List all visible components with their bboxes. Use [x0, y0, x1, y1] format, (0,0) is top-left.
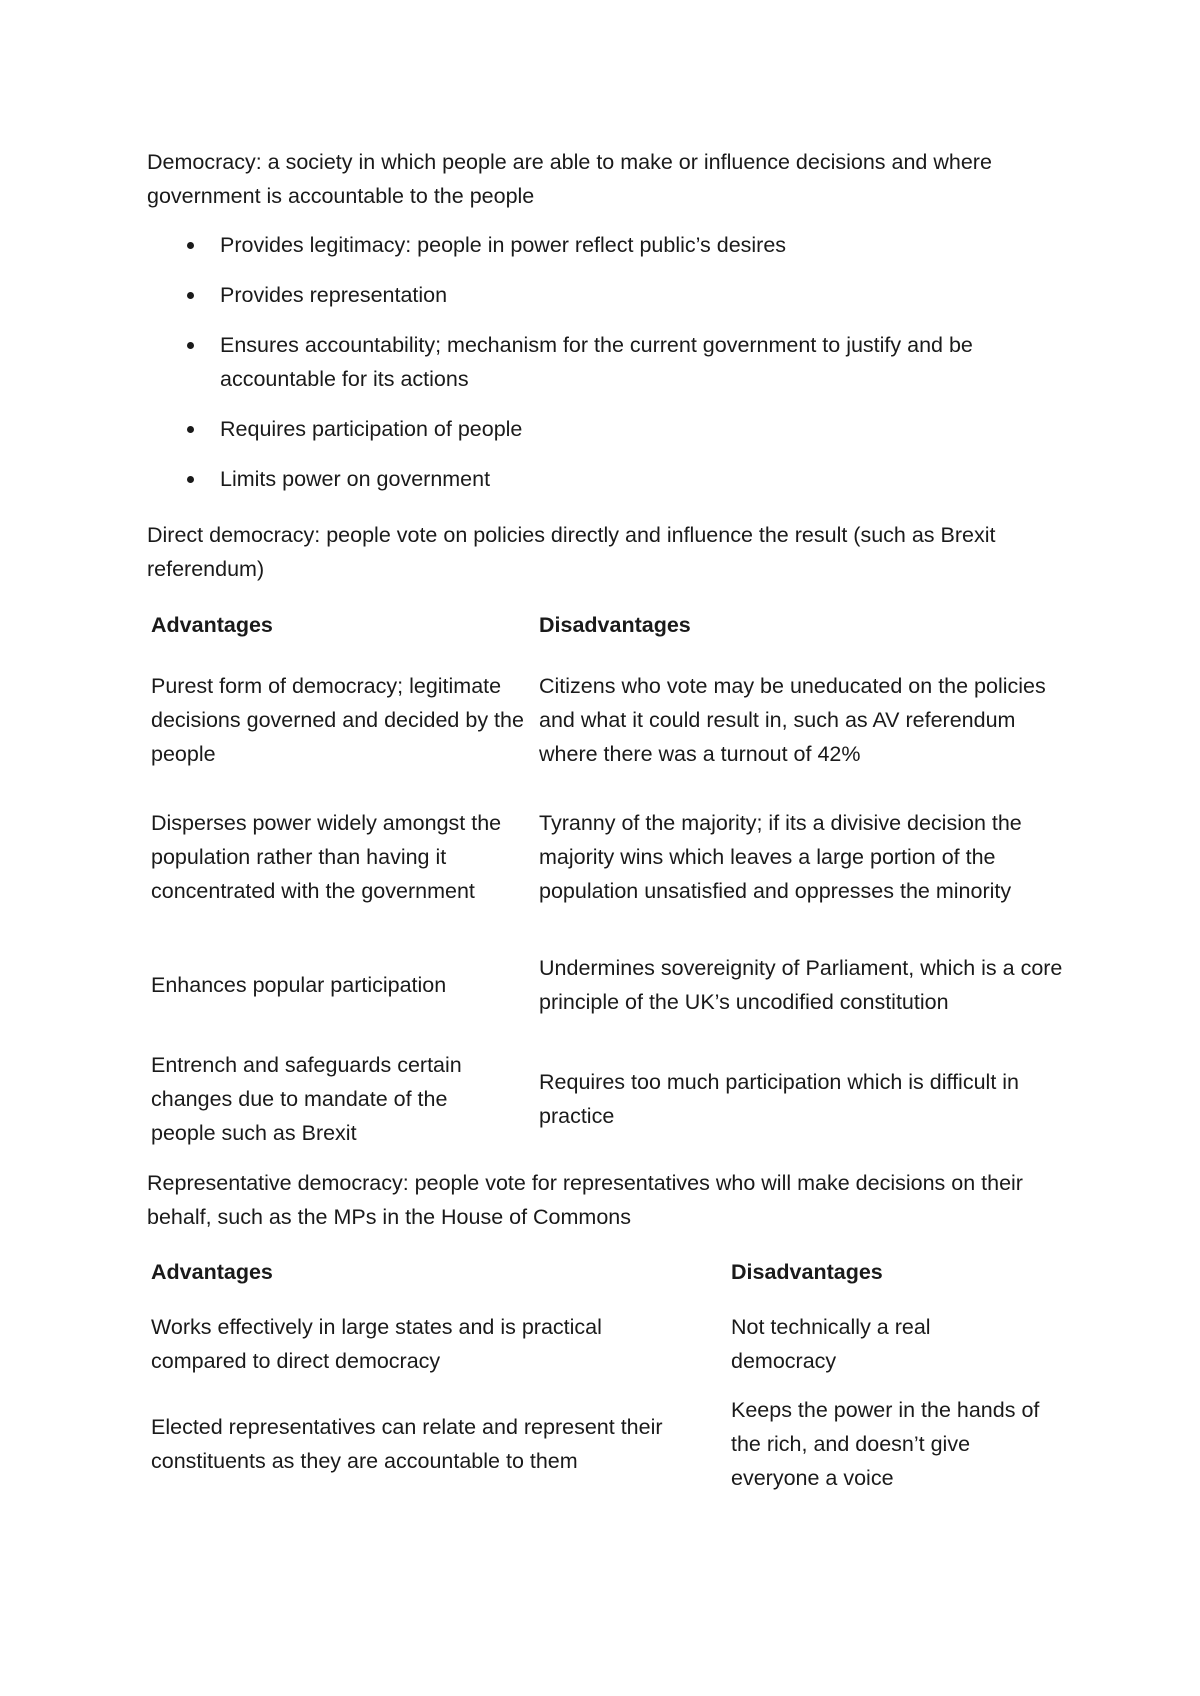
- table-row: [151, 949, 1069, 1021]
- democracy-features-list: [147, 228, 1067, 512]
- advantages-header: Advantages: [151, 613, 273, 637]
- disadvantage-cell: Citizens who vote may be uneducated on the policies and what it could result in, such as AV referendum where there was a turnout of 42%: [539, 674, 1046, 766]
- list-item: Provides representation: [147, 278, 1067, 312]
- advantage-cell: Elected representatives can relate and represent their constituents as they are accountable to them: [151, 1415, 663, 1473]
- advantage-cell: Disperses power widely amongst the population rather than having it concentrated with the government: [151, 811, 502, 903]
- advantage-cell: Purest form of democracy; legitimate decisions governed and decided by the people: [151, 674, 524, 766]
- bullet-icon: [187, 342, 194, 349]
- bullet-icon: [187, 292, 194, 299]
- bullet-icon: [187, 476, 194, 483]
- bullet-icon: [187, 426, 194, 433]
- list-item: Provides legitimacy: people in power reflect public’s desires: [147, 228, 1067, 262]
- disadvantages-header: Disadvantages: [731, 1260, 883, 1284]
- democracy-definition: Democracy: a society in which people are able to make or influence decisions and where government is accountable to the people: [147, 150, 992, 208]
- table-row: [151, 1047, 1069, 1151]
- disadvantage-cell: Keeps the power in the hands of the rich, and doesn’t give everyone a voice: [731, 1398, 1040, 1490]
- bullet-icon: [187, 242, 194, 249]
- representative-democracy-table: [151, 1254, 1061, 1496]
- table-row: [151, 1308, 1061, 1380]
- disadvantages-header: Disadvantages: [539, 613, 691, 637]
- list-item: Requires participation of people: [147, 412, 1067, 446]
- list-item: Ensures accountability; mechanism for the current government to justify and be accountable for its actions: [147, 328, 1067, 396]
- disadvantage-cell: Tyranny of the majority; if its a divisive decision the majority wins which leaves a large portion of the population unsatisfied and oppresses the minority: [539, 811, 1022, 903]
- advantage-cell: Works effectively in large states and is practical compared to direct democracy: [151, 1315, 602, 1373]
- table-row: [151, 789, 1069, 925]
- advantage-cell: Enhances popular participation: [151, 973, 447, 997]
- table-header-row: [151, 607, 1069, 643]
- direct-democracy-definition: Direct democracy: people vote on policies directly and influence the result (such as Brexit referendum): [147, 523, 996, 581]
- advantage-cell: Entrench and safeguards certain changes due to mandate of the people such as Brexit: [151, 1053, 462, 1145]
- disadvantage-cell: Undermines sovereignity of Parliament, which is a core principle of the UK’s uncodified constitution: [539, 956, 1063, 1014]
- representative-democracy-definition: Representative democracy: people vote for representatives who will make decisions on their behalf, such as the MPs in the House of Commons: [147, 1171, 1023, 1229]
- direct-democracy-table: [151, 607, 1069, 1151]
- disadvantage-cell: Not technically a real democracy: [731, 1315, 931, 1373]
- table-row: [151, 1392, 1061, 1496]
- table-row: [151, 661, 1069, 779]
- list-item: Limits power on government: [147, 462, 1067, 496]
- advantages-header: Advantages: [151, 1260, 273, 1284]
- table-header-row: [151, 1254, 1061, 1290]
- disadvantage-cell: Requires too much participation which is difficult in practice: [539, 1070, 1020, 1128]
